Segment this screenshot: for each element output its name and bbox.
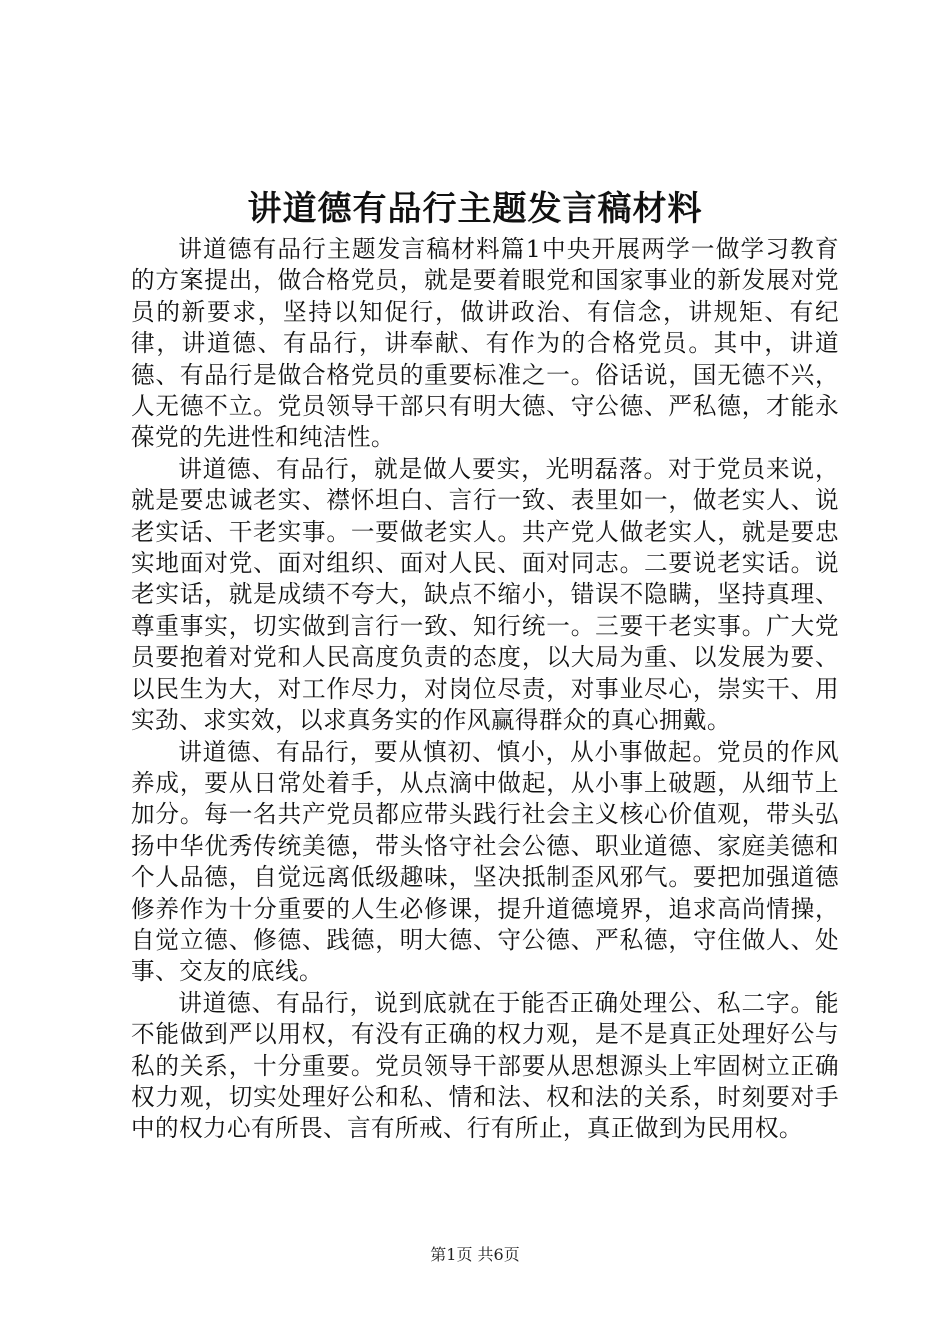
paragraph-3: 讲道德、有品行，要从慎初、慎小，从小事做起。党员的作风养成，要从日常处着手，从点滴中做起，从小事上破题，从细节上加分。每一名共产党员都应带头践行社会主义核心价值观，带头弘扬中华优秀传统美德，带头恪守社会公德、职业道德、家庭美德和个人品德，自觉远离低级趣味，坚决抵制歪风邪气。要把加强道德修养作为十分重要的人生必修课，提升道德境界，追求高尚情操，自觉立德、修德、践德，明大德、守公德、严私德，守住做人、处事、交友的底线。 (131, 737, 839, 986)
paragraph-2: 讲道德、有品行，就是做人要实，光明磊落。对于党员来说，就是要忠诚老实、襟怀坦白、言行一致、表里如一，做老实人、说老实话、干老实事。一要做老实人。共产党人做老实人，就是要忠实地面对党、面对组织、面对人民、面对同志。二要说老实话。说老实话，就是成绩不夸大，缺点不缩小，错误不隐瞒，坚持真理、尊重事实，切实做到言行一致、知行统一。三要干老实事。广大党员要抱着对党和人民高度负责的态度，以大局为重、以发展为要、以民生为大，对工作尽力，对岗位尽责，对事业尽心，崇实干、用实劲、求实效，以求真务实的作风赢得群众的真心拥戴。 (131, 454, 839, 735)
paragraph-1: 讲道德有品行主题发言稿材料篇1中央开展两学一做学习教育的方案提出，做合格党员，就是要着眼党和国家事业的新发展对党员的新要求，坚持以知促行，做讲政治、有信念，讲规矩、有纪律，讲道德、有品行，讲奉献、有作为的合格党员。其中，讲道德、有品行是做合格党员的重要标准之一。俗话说，国无德不兴，人无德不立。党员领导干部只有明大德、守公德、严私德，才能永葆党的先进性和纯洁性。 (131, 235, 839, 452)
page-title: 讲道德有品行主题发言稿材料 (247, 189, 703, 229)
page-footer: 第1页 共6页 (430, 1245, 520, 1264)
document-body (131, 234, 839, 1145)
paragraph-4: 讲道德、有品行，说到底就在于能否正确处理公、私二字。能不能做到严以用权，有没有正确的权力观，是不是真正处理好公与私的关系，十分重要。党员领导干部要从思想源头上牢固树立正确权力观，切实处理好公和私、情和法、权和法的关系，时刻要对手中的权力心有所畏、言有所戒、行有所止，真正做到为民用权。 (131, 988, 839, 1143)
